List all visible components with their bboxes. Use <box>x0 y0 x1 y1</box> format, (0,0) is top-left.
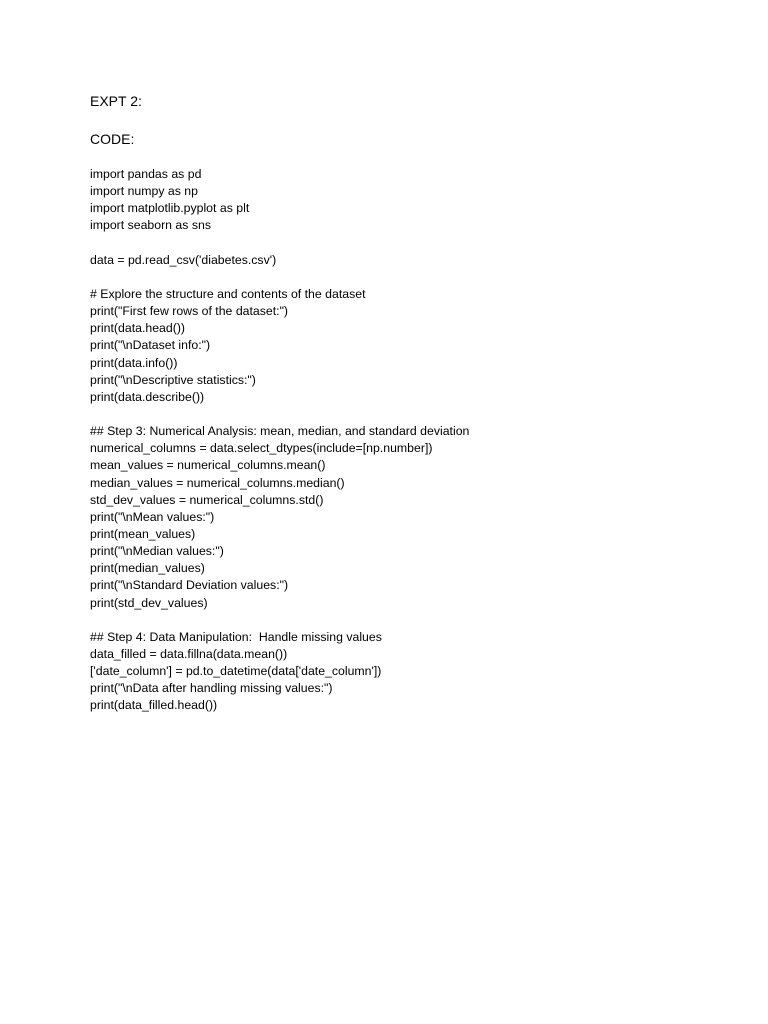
code-label: CODE: <box>90 131 135 147</box>
code-line: print("\nMean values:") <box>90 509 215 524</box>
code-line: print(data.describe()) <box>90 389 205 404</box>
code-comment: # Explore the structure and contents of the dataset <box>90 286 366 301</box>
code-line: data_filled = data.fillna(data.mean()) <box>90 646 288 661</box>
experiment-title: EXPT 2: <box>90 93 142 109</box>
blank-line <box>90 269 469 286</box>
code-comment: ## Step 3: Numerical Analysis: mean, median, and standard deviation <box>90 424 470 439</box>
blank-line <box>90 235 469 252</box>
code-block <box>90 166 469 715</box>
code-line: print("\nData after handling missing values:") <box>90 681 333 696</box>
code-line: print(mean_values) <box>90 526 196 541</box>
code-line: print("\nDataset info:") <box>90 338 211 353</box>
code-line: median_values = numerical_columns.median() <box>90 475 345 490</box>
code-line: print(median_values) <box>90 561 205 576</box>
code-line: data = pd.read_csv('diabetes.csv') <box>90 252 277 267</box>
code-line: print("\nDescriptive statistics:") <box>90 372 256 387</box>
code-line: numerical_columns = data.select_dtypes(include=[np.number]) <box>90 441 433 456</box>
blank-line <box>90 612 469 629</box>
code-line: print(std_dev_values) <box>90 595 208 610</box>
code-line: print(data.head()) <box>90 321 186 336</box>
code-line: print(data_filled.head()) <box>90 698 218 713</box>
code-line: print("First few rows of the dataset:") <box>90 304 289 319</box>
code-line: print("\nStandard Deviation values:") <box>90 578 289 593</box>
code-line: print("\nMedian values:") <box>90 544 224 559</box>
code-line: import numpy as np <box>90 184 198 199</box>
code-line: import matplotlib.pyplot as plt <box>90 201 250 216</box>
code-line: ['date_column'] = pd.to_datetime(data['date_column']) <box>90 664 382 679</box>
code-line: mean_values = numerical_columns.mean() <box>90 458 326 473</box>
code-line: import pandas as pd <box>90 167 202 181</box>
blank-line <box>90 406 469 423</box>
code-comment: ## Step 4: Data Manipulation: Handle missing values <box>90 629 382 644</box>
code-line: import seaborn as sns <box>90 218 211 233</box>
code-line: print(data.info()) <box>90 355 178 370</box>
code-line: std_dev_values = numerical_columns.std() <box>90 492 324 507</box>
